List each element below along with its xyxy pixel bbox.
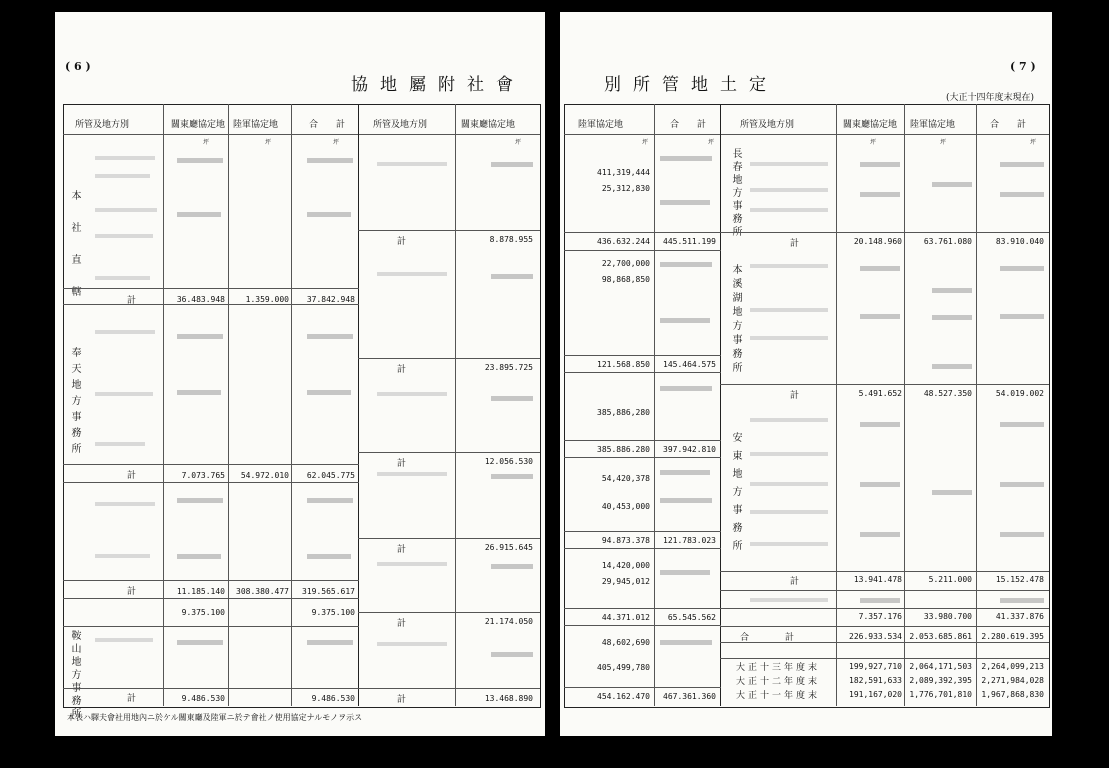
total-value: 9.486.530	[311, 694, 355, 703]
total-value: 1.359.000	[245, 295, 289, 304]
unit-label: 坪	[870, 139, 877, 146]
year-row-label: 大正十一年度末	[736, 691, 821, 701]
unit-label: 坪	[203, 139, 210, 146]
sum-value: 121.783.023	[663, 536, 716, 545]
total-label: 計	[397, 695, 407, 705]
section-label: 長春地方事務所	[730, 148, 741, 239]
region-total: 5.211.000	[928, 575, 972, 584]
army-value: 29,945,012	[601, 577, 650, 586]
total-label: 計	[397, 459, 407, 469]
total-label: 計	[790, 391, 800, 401]
total-label: 計	[127, 296, 137, 306]
total-value: 13.468.890	[484, 694, 533, 703]
unit-label: 坪	[940, 139, 947, 146]
army-value: 405,499,780	[597, 663, 650, 672]
unit-label: 坪	[333, 139, 340, 146]
total-value: 62.045.775	[306, 471, 355, 480]
unit-label: 坪	[265, 139, 272, 146]
army-value: 25,312,830	[601, 184, 650, 193]
total-value: 319.565.617	[302, 587, 355, 596]
year-row-value: 1,776,701,810	[909, 690, 972, 699]
region-total: 48.527.350	[923, 389, 972, 398]
column-header: 陸軍協定地	[910, 120, 956, 130]
column-header: 陸軍協定地	[578, 120, 624, 130]
total-label: 計	[127, 471, 137, 481]
total-value: 7.073.765	[181, 471, 225, 480]
unit-label: 坪	[1030, 139, 1037, 146]
section-label: 鞍山地方事務所	[69, 630, 80, 721]
army-value: 98,868,850	[601, 275, 650, 284]
column-header: 合 計	[990, 120, 1027, 130]
year-row-value: 191,167,020	[849, 690, 902, 699]
region-total: 63.761.080	[923, 237, 972, 246]
total-value: 37.842.948	[306, 295, 355, 304]
total-label: 計	[397, 237, 407, 247]
unit-label: 坪	[515, 139, 522, 146]
sum-value: 445.511.199	[663, 237, 716, 246]
column-header: 合 計	[670, 120, 707, 130]
footnote: 本表ハ驛夫會社用地內ニ於ケル關東廳及陸軍ニ於テ會社ノ使用協定ナルモノヲ示ス	[67, 713, 363, 722]
army-value: 22,700,000	[601, 259, 650, 268]
section-label: 奉天地方事務所	[69, 347, 80, 459]
column-header: 合 計	[309, 120, 346, 130]
army-value: 385.886.280	[597, 445, 650, 454]
army-value: 94.873.378	[601, 536, 650, 545]
total-value: 12.056.530	[484, 457, 533, 466]
column-header: 關東廳協定地	[843, 120, 898, 130]
grand-total-value: 2.053.685.861	[909, 632, 972, 641]
region-total: 54.019.002	[995, 389, 1044, 398]
year-row-label: 大正十二年度末	[736, 677, 821, 687]
year-row-label: 大正十三年度末	[736, 663, 821, 673]
army-value: 436.632.244	[597, 237, 650, 246]
total-value: 308.380.477	[236, 587, 289, 596]
section-label: 安東地方事務所	[730, 432, 741, 558]
column-header: 所管及地方別	[740, 120, 795, 130]
as-of-date: (大正十四年度末現在)	[946, 93, 1035, 103]
column-header: 所管及地方別	[75, 120, 130, 130]
total-value: 26.915.645	[484, 543, 533, 552]
total-value: 9.375.100	[181, 608, 225, 617]
army-value: 44.371.012	[601, 613, 650, 622]
sum-value: 65.545.562	[667, 613, 716, 622]
total-label: 計	[790, 239, 800, 249]
section-label: 本社直轄	[69, 190, 80, 318]
column-header: 所管及地方別	[373, 120, 428, 130]
army-value: 54,420,378	[601, 474, 650, 483]
army-value: 454.162.470	[597, 692, 650, 701]
region-total: 15.152.478	[995, 575, 1044, 584]
total-value: 21.174.050	[484, 617, 533, 626]
total-label: 計	[397, 619, 407, 629]
region-total: 5.491.652	[858, 389, 902, 398]
year-row-value: 1,967,868,830	[981, 690, 1044, 699]
region-total: 33.980.700	[923, 612, 972, 621]
region-total: 20.148.960	[853, 237, 902, 246]
grand-total-value: 226.933.534	[849, 632, 902, 641]
army-value: 411,319,444	[597, 168, 650, 177]
total-value: 8.878.955	[489, 235, 533, 244]
region-total: 7.357.176	[858, 612, 902, 621]
year-row-value: 2,064,171,503	[909, 662, 972, 671]
total-value: 9.486.530	[181, 694, 225, 703]
page-title: 協地屬附社會	[351, 75, 525, 95]
page-number: ( 7 )	[1010, 60, 1036, 73]
year-row-value: 182,591,633	[849, 676, 902, 685]
total-value: 23.895.725	[484, 363, 533, 372]
page-title: 別所管地土定	[604, 75, 778, 95]
column-header: 陸軍協定地	[233, 120, 279, 130]
grand-total-label: 合 計	[740, 633, 795, 643]
grand-total-value: 2.280.619.395	[981, 632, 1044, 641]
army-value: 48,602,690	[601, 638, 650, 647]
army-value: 385,886,280	[597, 408, 650, 417]
total-label: 計	[397, 365, 407, 375]
page-number: ( 6 )	[65, 60, 91, 73]
column-header: 關東廳協定地	[171, 120, 226, 130]
unit-label: 坪	[708, 139, 715, 146]
total-label: 計	[127, 587, 137, 597]
total-label: 計	[397, 545, 407, 555]
region-total: 83.910.040	[995, 237, 1044, 246]
army-value: 14,420,000	[601, 561, 650, 570]
total-value: 54.972.010	[240, 471, 289, 480]
year-row-value: 2,271,984,028	[981, 676, 1044, 685]
sum-value: 145.464.575	[663, 360, 716, 369]
unit-label: 坪	[642, 139, 649, 146]
sum-value: 397.942.810	[663, 445, 716, 454]
year-row-value: 199,927,710	[849, 662, 902, 671]
region-total: 41.337.876	[995, 612, 1044, 621]
sum-value: 467.361.360	[663, 692, 716, 701]
year-row-value: 2,264,099,213	[981, 662, 1044, 671]
total-value: 9.375.100	[311, 608, 355, 617]
right-page	[560, 12, 1052, 736]
left-page	[55, 12, 545, 736]
total-label: 計	[127, 694, 137, 704]
section-label: 本溪湖地方事務所	[730, 264, 741, 376]
army-value: 40,453,000	[601, 502, 650, 511]
total-value: 11.185.140	[176, 587, 225, 596]
column-header: 關東廳協定地	[461, 120, 516, 130]
region-total: 13.941.478	[853, 575, 902, 584]
army-value: 121.568.850	[597, 360, 650, 369]
year-row-value: 2,089,392,395	[909, 676, 972, 685]
total-label: 計	[790, 577, 800, 587]
total-value: 36.483.948	[176, 295, 225, 304]
